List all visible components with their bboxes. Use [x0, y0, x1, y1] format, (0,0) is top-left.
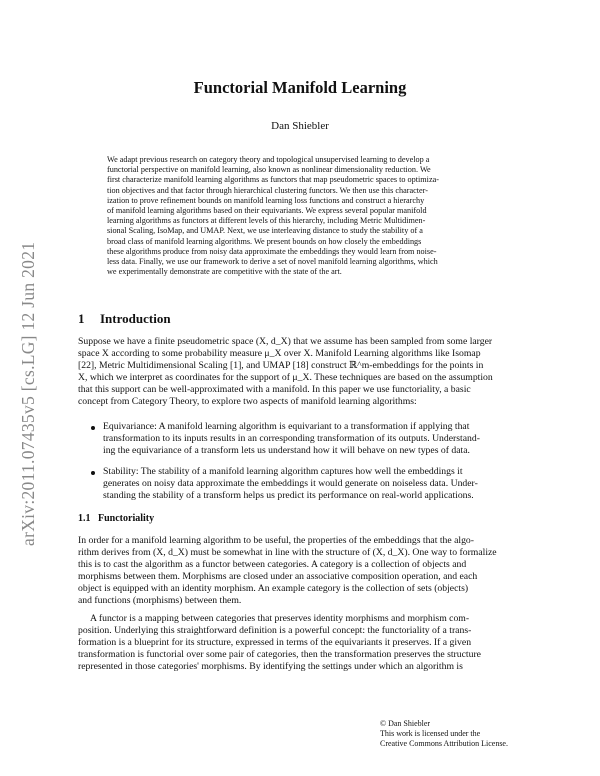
- intro-paragraph: [78, 336, 493, 409]
- text-line: X, which we interpret as coordinates for the support of μ_X. These techniques are based on the assumption: [78, 372, 493, 384]
- text-line: object is equipped with an identity morphism. An example category is the collection of sets (objects): [78, 583, 469, 595]
- functoriality-paragraph-1: [78, 535, 497, 608]
- text-line: Suppose we have a finite pseudometric space (X, d_X) that we assume has been sampled from some larger: [78, 336, 493, 347]
- text-line: this is to cast the algorithm as a functor between categories. A category is a collection of objects and: [78, 559, 467, 571]
- abstract-line: broad class of manifold learning algorithms. We present bounds on how closely the embeddings: [107, 236, 422, 246]
- text-line: A functor is a mapping between categories that preserves identity morphisms and morphism com-: [90, 613, 470, 624]
- paper-title: Functorial Manifold Learning: [193, 78, 407, 97]
- abstract-line: learning algorithms as functors at different levels of this hierarchy, including Metric Multidimen-: [107, 216, 426, 226]
- functoriality-paragraph-2: [78, 613, 481, 673]
- text-line: morphisms between them. Morphisms are closed under an associative composition operation, and each: [78, 571, 478, 583]
- section-number: 1: [78, 311, 85, 326]
- text-line: transformation to its inputs results in an corresponding transformation of its outputs. Understand-: [103, 433, 480, 445]
- text-line: Stability: The stability of a manifold learning algorithm captures how well the embeddings it: [103, 466, 463, 477]
- copyright-line: © Dan Shiebler: [380, 719, 431, 728]
- abstract-line: first characterize manifold learning algorithms as functors that map pseudometric spaces to optimiza-: [107, 175, 439, 185]
- text-line: [22], Metric Multidimensional Scaling [1], and UMAP [18] construct ℝ^m-embeddings for the points in: [78, 360, 484, 372]
- abstract-line: tion objectives and that factor through hierarchical clustering functors. We then use this character-: [107, 185, 428, 195]
- text-line: and functions (morphisms) between them.: [78, 595, 242, 607]
- abstract-line: functorial perspective on manifold learning, also known as nonlinear dimensionality reduction. We: [107, 165, 431, 175]
- license-line: This work is licensed under the: [380, 728, 481, 738]
- bullet-equivariance: [103, 421, 480, 457]
- subsection-heading: [78, 513, 154, 524]
- abstract-line: of manifold learning algorithms based on their equivariants. We express several popular manifold: [107, 206, 427, 216]
- abstract-line: these algorithms produce from noisy data approximate the embeddings they would learn from noise-: [107, 246, 437, 256]
- text-line: ing the equivariance of a transform lets us understand how it will behave on new types of data.: [103, 445, 470, 457]
- text-line: concept from Category Theory, to explore two aspects of manifold learning algorithms:: [78, 396, 417, 408]
- abstract-line: sional Scaling, IsoMap, and UMAP. Next, we use interleaving distance to study the stability of a: [107, 226, 423, 236]
- abstract-line: less data. Finally, we use our framework to derive a set of novel manifold learning algorithms, which: [107, 257, 438, 267]
- abstract-line: we experimentally demonstrate are competitive with the state of the art.: [107, 267, 342, 277]
- text-line: that this support can be well-approximated with a manifold. In this paper we use functoriality, a basic: [78, 384, 471, 396]
- text-line: In order for a manifold learning algorithm to be useful, the properties of the embeddings that the algo-: [78, 535, 474, 546]
- paper-author: Dan Shiebler: [271, 120, 329, 132]
- text-line: rithm derives from (X, d_X) must be somewhat in line with the structure of (X, d_X). One way to formalize: [78, 547, 497, 559]
- text-line: standing the stability of a transform helps us predict its performance on real-world applications.: [103, 490, 474, 502]
- subsection-title: Functoriality: [98, 513, 155, 524]
- abstract-line: We adapt previous research on category theory and topological unsupervised learning to develop a: [107, 155, 430, 164]
- bullet-icon: [91, 426, 95, 430]
- text-line: transformation is functorial over some pair of categories, then the transformation preserves the structure: [78, 649, 481, 661]
- text-line: formation is a blueprint for its structure, expressed in terms of the equivariants it preserves. If a given: [78, 637, 472, 649]
- section-heading: [78, 311, 171, 327]
- text-line: position. Underlying this straightforward definition is a powerful concept: the functoriality of a trans-: [78, 625, 472, 637]
- license-footnote: [380, 719, 508, 748]
- text-line: generates on noisy data approximate the embeddings it would generate on noiseless data. Under-: [103, 478, 478, 490]
- text-line: represented in those categories' morphisms. By identifying the settings under which an algorithm is: [78, 661, 463, 673]
- arxiv-stamp: arXiv:2011.07435v5 [cs.LG] 12 Jun 2021: [18, 241, 38, 546]
- bullet-icon: [91, 471, 95, 475]
- text-line: space X according to some probability measure μ_X over X. Manifold Learning algorithms like Isomap: [78, 348, 481, 360]
- text-line: Equivariance: A manifold learning algorithm is equivariant to a transformation if applying that: [103, 421, 470, 432]
- abstract-line: ization to prove refinement bounds on manifold learning loss functions and construct a hierarchy: [107, 195, 425, 205]
- license-line: Creative Commons Attribution License.: [380, 738, 508, 748]
- subsection-number: 1.1: [78, 513, 91, 524]
- abstract: [107, 155, 497, 277]
- bullet-stability: [103, 466, 478, 502]
- section-title: Introduction: [100, 311, 171, 326]
